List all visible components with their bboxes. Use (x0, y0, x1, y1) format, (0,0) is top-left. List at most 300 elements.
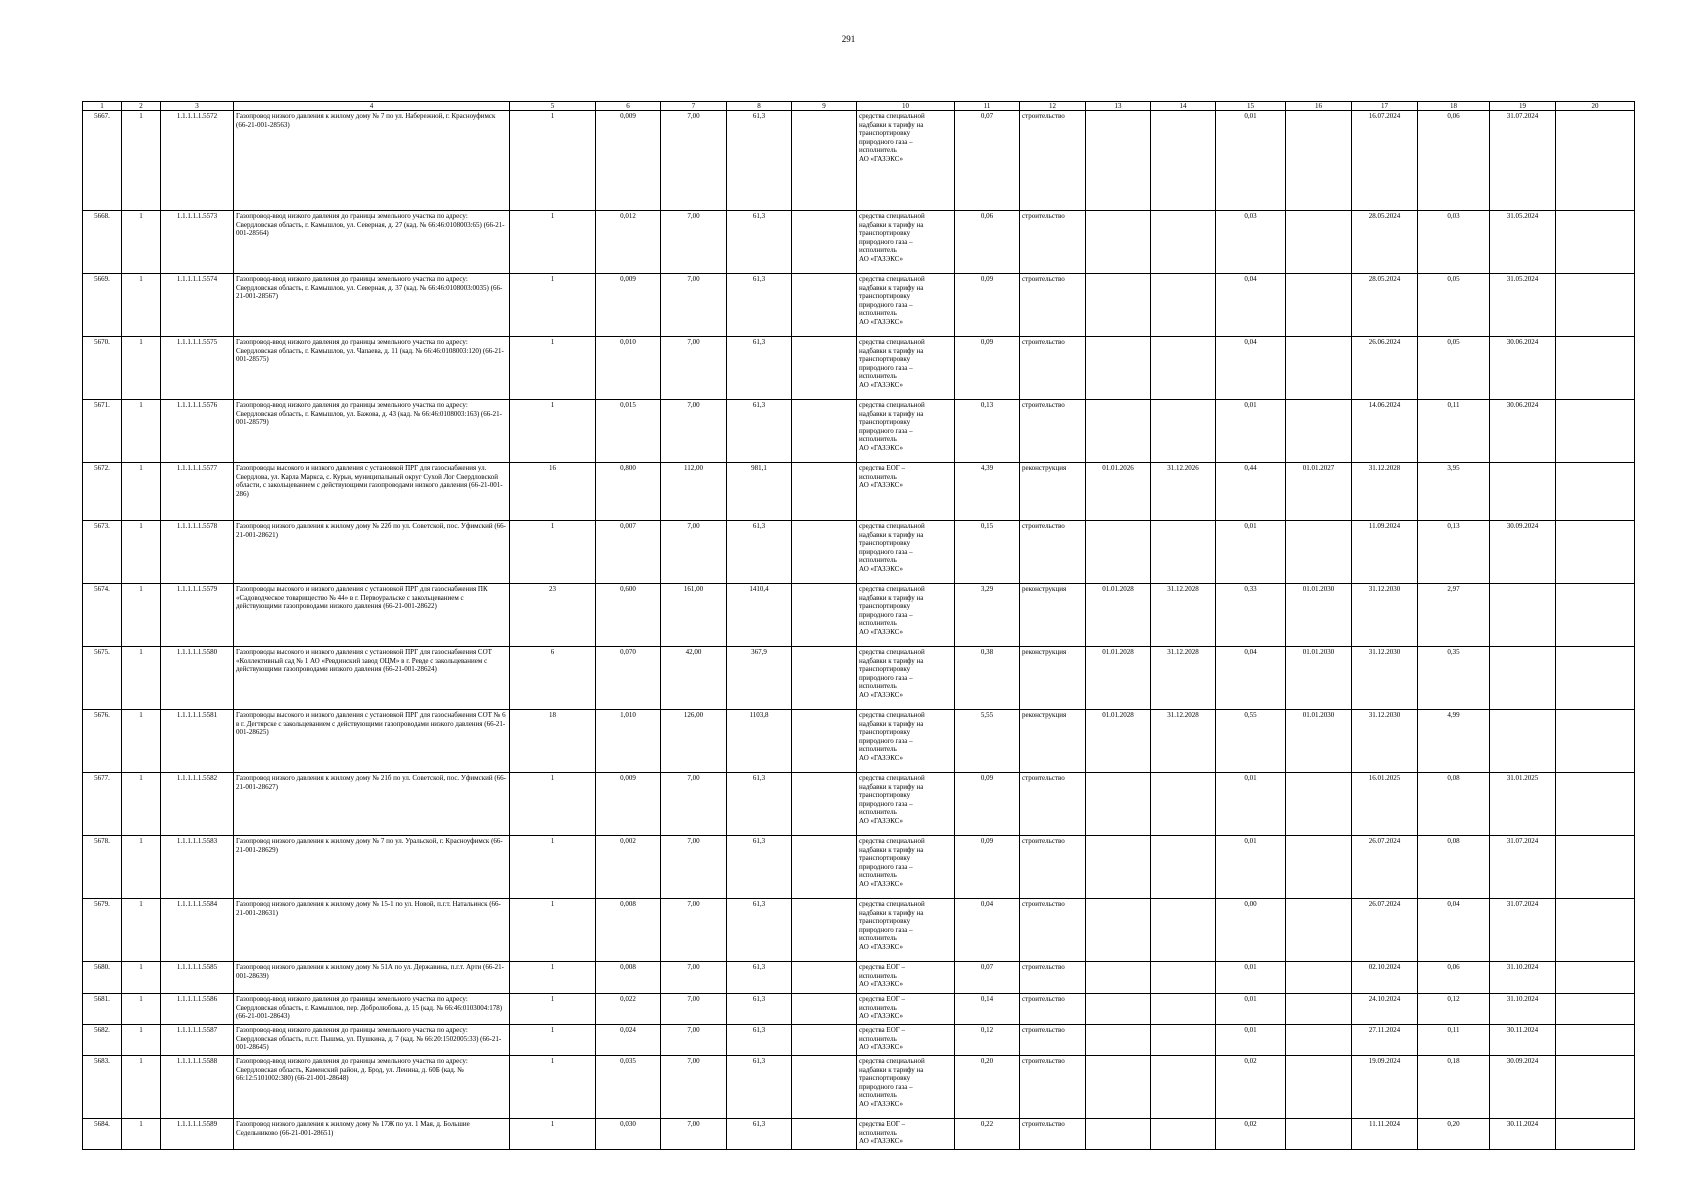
cell-7: 7,00 (661, 111, 727, 211)
cell-8: 61,3 (727, 1119, 792, 1150)
cell-18: 0,03 (1418, 211, 1490, 274)
cell-15: 0,01 (1216, 1025, 1286, 1056)
investment-table (82, 101, 1635, 1150)
cell-7: 7,00 (661, 773, 727, 836)
cell-9 (792, 647, 857, 710)
start-date: 01.01.2028 (1086, 584, 1151, 647)
cell-5: 1 (510, 337, 596, 400)
column-header: 7 (661, 102, 727, 111)
financing-source: средства специальной надбавки к тарифу на транспортировку природного газа – исполнитель АО «ГАЗЭКС» (857, 899, 955, 962)
cell-18: 0,06 (1418, 962, 1490, 994)
start-date (1086, 274, 1151, 337)
cell-5: 6 (510, 647, 596, 710)
date-17: 11.09.2024 (1352, 521, 1418, 584)
cell-20 (1556, 111, 1635, 211)
table-row (83, 274, 1635, 337)
cell-15: 0,01 (1216, 521, 1286, 584)
project-name: Газопровод низкого давления к жилому дому № 22б по ул. Советской, пос. Уфимский (66-21-001-28621) (234, 521, 510, 584)
cell-20 (1556, 773, 1635, 836)
date-19 (1490, 710, 1556, 773)
work-type: строительство (1020, 773, 1086, 836)
cell-7: 7,00 (661, 1056, 727, 1119)
column-header: 16 (1286, 102, 1352, 111)
cell-15: 0,01 (1216, 111, 1286, 211)
cell-5: 23 (510, 584, 596, 647)
row-number: 5676. (83, 710, 122, 773)
financing-source: средства ЕОГ – исполнитель АО «ГАЗЭКС» (857, 962, 955, 994)
project-name: Газопровод-ввод низкого давления до границы земельного участка по адресу: Свердловская область, г. Камышлов, ул. Северная, д. 27 (кад. № 66:46:0108003:65) (66-21-001-28564) (234, 211, 510, 274)
cell-9 (792, 1025, 857, 1056)
cell-18: 0,35 (1418, 647, 1490, 710)
end-date: 31.12.2028 (1151, 584, 1216, 647)
cell-8: 1410,4 (727, 584, 792, 647)
cell-15: 0,01 (1216, 962, 1286, 994)
financing-source: средства специальной надбавки к тарифу на транспортировку природного газа – исполнитель АО «ГАЗЭКС» (857, 400, 955, 463)
financing-source: средства специальной надбавки к тарифу на транспортировку природного газа – исполнитель АО «ГАЗЭКС» (857, 584, 955, 647)
cell-5: 1 (510, 111, 596, 211)
cell-16 (1286, 1025, 1352, 1056)
start-date: 01.01.2026 (1086, 463, 1151, 521)
date-19: 30.11.2024 (1490, 1119, 1556, 1150)
date-19: 30.06.2024 (1490, 337, 1556, 400)
cell-20 (1556, 521, 1635, 584)
column-header: 3 (161, 102, 234, 111)
cell-11: 0,04 (955, 899, 1020, 962)
cell-7: 112,00 (661, 463, 727, 521)
column-header: 6 (596, 102, 661, 111)
work-type: строительство (1020, 1025, 1086, 1056)
cell-16 (1286, 400, 1352, 463)
row-number: 5668. (83, 211, 122, 274)
level: 1 (122, 773, 161, 836)
work-type: реконструкция (1020, 463, 1086, 521)
date-17: 27.11.2024 (1352, 1025, 1418, 1056)
cell-6: 0,009 (596, 111, 661, 211)
project-code: 1.1.1.1.1.5584 (161, 899, 234, 962)
cell-9 (792, 211, 857, 274)
project-name: Газопровод-ввод низкого давления до границы земельного участка по адресу: Свердловская область, г. Камышлов, ул. Северная, д. 37 (кад. № 66:46:0108003:0035) (66-21-001-28567) (234, 274, 510, 337)
row-number: 5681. (83, 994, 122, 1025)
end-date: 31.12.2028 (1151, 647, 1216, 710)
date-19: 31.01.2025 (1490, 773, 1556, 836)
column-header: 11 (955, 102, 1020, 111)
row-number: 5684. (83, 1119, 122, 1150)
cell-20 (1556, 836, 1635, 899)
start-date (1086, 211, 1151, 274)
column-header: 5 (510, 102, 596, 111)
project-code: 1.1.1.1.1.5579 (161, 584, 234, 647)
row-number: 5678. (83, 836, 122, 899)
project-name: Газопровод-ввод низкого давления до границы земельного участка по адресу: Свердловская область, п.г.т. Пышма, ул. Пушкина, д. 7 (кад. № 66:20:1502005:33) (66-21-001-28645) (234, 1025, 510, 1056)
work-type: строительство (1020, 899, 1086, 962)
cell-16 (1286, 962, 1352, 994)
date-17: 28.05.2024 (1352, 211, 1418, 274)
cell-11: 0,09 (955, 337, 1020, 400)
cell-20 (1556, 962, 1635, 994)
cell-11: 0,13 (955, 400, 1020, 463)
cell-9 (792, 773, 857, 836)
project-code: 1.1.1.1.1.5574 (161, 274, 234, 337)
financing-source: средства ЕОГ – исполнитель АО «ГАЗЭКС» (857, 994, 955, 1025)
date-19: 31.05.2024 (1490, 274, 1556, 337)
cell-15: 0,00 (1216, 899, 1286, 962)
date-17: 02.10.2024 (1352, 962, 1418, 994)
row-number: 5672. (83, 463, 122, 521)
project-code: 1.1.1.1.1.5575 (161, 337, 234, 400)
level: 1 (122, 400, 161, 463)
cell-9 (792, 521, 857, 584)
cell-15: 0,01 (1216, 994, 1286, 1025)
cell-8: 61,3 (727, 899, 792, 962)
project-name: Газопроводы высокого и низкого давления с установкой ПРГ для газоснабжения ПК «Садоводческое товарищество № 44» в г. Первоуральске с закольцеванием с действующими газопроводами низкого давления (66-21-001-28622) (234, 584, 510, 647)
table-row (83, 836, 1635, 899)
level: 1 (122, 647, 161, 710)
row-number: 5675. (83, 647, 122, 710)
project-code: 1.1.1.1.1.5581 (161, 710, 234, 773)
cell-15: 0,01 (1216, 400, 1286, 463)
cell-11: 0,06 (955, 211, 1020, 274)
work-type: строительство (1020, 111, 1086, 211)
row-number: 5674. (83, 584, 122, 647)
cell-6: 0,010 (596, 337, 661, 400)
start-date (1086, 773, 1151, 836)
project-code: 1.1.1.1.1.5583 (161, 836, 234, 899)
cell-18: 0,20 (1418, 1119, 1490, 1150)
cell-15: 0,01 (1216, 836, 1286, 899)
cell-8: 1103,8 (727, 710, 792, 773)
date-19 (1490, 463, 1556, 521)
column-header: 19 (1490, 102, 1556, 111)
table-body (83, 111, 1635, 1150)
level: 1 (122, 463, 161, 521)
table-row (83, 337, 1635, 400)
column-header: 20 (1556, 102, 1635, 111)
cell-18: 0,04 (1418, 899, 1490, 962)
date-17: 14.06.2024 (1352, 400, 1418, 463)
cell-8: 61,3 (727, 1056, 792, 1119)
cell-9 (792, 899, 857, 962)
cell-15: 0,01 (1216, 773, 1286, 836)
cell-20 (1556, 1119, 1635, 1150)
financing-source: средства специальной надбавки к тарифу на транспортировку природного газа – исполнитель АО «ГАЗЭКС» (857, 521, 955, 584)
cell-6: 0,022 (596, 994, 661, 1025)
project-name: Газопровод низкого давления к жилому дому № 17Ж по ул. 1 Мая, д. Большие Седельниково (66-21-001-28651) (234, 1119, 510, 1150)
level: 1 (122, 211, 161, 274)
start-date: 01.01.2028 (1086, 710, 1151, 773)
cell-16 (1286, 337, 1352, 400)
level: 1 (122, 584, 161, 647)
level: 1 (122, 521, 161, 584)
column-header: 18 (1418, 102, 1490, 111)
cell-15: 0,04 (1216, 337, 1286, 400)
level: 1 (122, 962, 161, 994)
cell-15: 0,04 (1216, 647, 1286, 710)
end-date: 31.12.2026 (1151, 463, 1216, 521)
date-19: 30.09.2024 (1490, 521, 1556, 584)
date-19: 31.07.2024 (1490, 836, 1556, 899)
work-type: строительство (1020, 400, 1086, 463)
cell-18: 0,08 (1418, 836, 1490, 899)
cell-18: 0,18 (1418, 1056, 1490, 1119)
cell-7: 7,00 (661, 211, 727, 274)
cell-15: 0,55 (1216, 710, 1286, 773)
cell-15: 0,03 (1216, 211, 1286, 274)
cell-6: 0,024 (596, 1025, 661, 1056)
cell-7: 7,00 (661, 337, 727, 400)
cell-18: 0,11 (1418, 1025, 1490, 1056)
cell-6: 0,015 (596, 400, 661, 463)
row-number: 5667. (83, 111, 122, 211)
cell-9 (792, 1056, 857, 1119)
cell-8: 61,3 (727, 111, 792, 211)
date-17: 26.06.2024 (1352, 337, 1418, 400)
date-17: 31.12.2030 (1352, 647, 1418, 710)
project-code: 1.1.1.1.1.5576 (161, 400, 234, 463)
cell-5: 16 (510, 463, 596, 521)
cell-6: 0,008 (596, 962, 661, 994)
date-19: 31.07.2024 (1490, 111, 1556, 211)
cell-8: 61,3 (727, 400, 792, 463)
column-header: 4 (234, 102, 510, 111)
cell-6: 0,800 (596, 463, 661, 521)
cell-5: 1 (510, 400, 596, 463)
cell-5: 18 (510, 710, 596, 773)
cell-16: 01.01.2030 (1286, 647, 1352, 710)
cell-5: 1 (510, 836, 596, 899)
start-date (1086, 899, 1151, 962)
level: 1 (122, 899, 161, 962)
project-code: 1.1.1.1.1.5573 (161, 211, 234, 274)
financing-source: средства специальной надбавки к тарифу на транспортировку природного газа – исполнитель АО «ГАЗЭКС» (857, 337, 955, 400)
row-number: 5669. (83, 274, 122, 337)
financing-source: средства специальной надбавки к тарифу на транспортировку природного газа – исполнитель АО «ГАЗЭКС» (857, 710, 955, 773)
date-19 (1490, 584, 1556, 647)
date-17: 24.10.2024 (1352, 994, 1418, 1025)
cell-7: 7,00 (661, 1025, 727, 1056)
cell-11: 0,38 (955, 647, 1020, 710)
work-type: строительство (1020, 962, 1086, 994)
row-number: 5677. (83, 773, 122, 836)
cell-8: 61,3 (727, 1025, 792, 1056)
cell-8: 61,3 (727, 836, 792, 899)
level: 1 (122, 710, 161, 773)
date-19: 30.09.2024 (1490, 1056, 1556, 1119)
cell-15: 0,44 (1216, 463, 1286, 521)
cell-16 (1286, 211, 1352, 274)
cell-16: 01.01.2027 (1286, 463, 1352, 521)
date-19: 30.11.2024 (1490, 1025, 1556, 1056)
date-19: 31.10.2024 (1490, 994, 1556, 1025)
date-17: 11.11.2024 (1352, 1119, 1418, 1150)
cell-9 (792, 400, 857, 463)
financing-source: средства специальной надбавки к тарифу на транспортировку природного газа – исполнитель АО «ГАЗЭКС» (857, 836, 955, 899)
cell-6: 0,009 (596, 274, 661, 337)
date-19: 31.07.2024 (1490, 899, 1556, 962)
cell-6: 0,030 (596, 1119, 661, 1150)
cell-6: 0,035 (596, 1056, 661, 1119)
cell-7: 7,00 (661, 962, 727, 994)
column-header: 8 (727, 102, 792, 111)
project-code: 1.1.1.1.1.5578 (161, 521, 234, 584)
cell-9 (792, 994, 857, 1025)
cell-5: 1 (510, 1119, 596, 1150)
row-number: 5671. (83, 400, 122, 463)
cell-11: 0,14 (955, 994, 1020, 1025)
financing-source: средства ЕОГ – исполнитель АО «ГАЗЭКС» (857, 463, 955, 521)
cell-8: 61,3 (727, 274, 792, 337)
cell-8: 61,3 (727, 962, 792, 994)
end-date (1151, 962, 1216, 994)
date-19 (1490, 647, 1556, 710)
financing-source: средства специальной надбавки к тарифу на транспортировку природного газа – исполнитель АО «ГАЗЭКС» (857, 1056, 955, 1119)
date-17: 16.07.2024 (1352, 111, 1418, 211)
cell-11: 0,22 (955, 1119, 1020, 1150)
cell-6: 0,002 (596, 836, 661, 899)
column-number-row (83, 102, 1635, 111)
project-name: Газопровод низкого давления к жилому дому № 15-1 по ул. Новой, п.г.т. Натальинск (66-21-001-28631) (234, 899, 510, 962)
start-date (1086, 1056, 1151, 1119)
date-19: 31.10.2024 (1490, 962, 1556, 994)
project-code: 1.1.1.1.1.5580 (161, 647, 234, 710)
financing-source: средства специальной надбавки к тарифу на транспортировку природного газа – исполнитель АО «ГАЗЭКС» (857, 773, 955, 836)
start-date (1086, 994, 1151, 1025)
work-type: строительство (1020, 1119, 1086, 1150)
project-name: Газопровод низкого давления к жилому дому № 7 по ул. Набережной, г. Красноуфимск (66-21-001-28563) (234, 111, 510, 211)
cell-20 (1556, 710, 1635, 773)
cell-20 (1556, 274, 1635, 337)
cell-16: 01.01.2030 (1286, 710, 1352, 773)
financing-source: средства специальной надбавки к тарифу на транспортировку природного газа – исполнитель АО «ГАЗЭКС» (857, 211, 955, 274)
cell-20 (1556, 994, 1635, 1025)
cell-7: 7,00 (661, 899, 727, 962)
cell-18: 0,12 (1418, 994, 1490, 1025)
cell-20 (1556, 1056, 1635, 1119)
cell-16 (1286, 1056, 1352, 1119)
row-number: 5682. (83, 1025, 122, 1056)
cell-9 (792, 710, 857, 773)
date-19: 31.05.2024 (1490, 211, 1556, 274)
start-date: 01.01.2028 (1086, 647, 1151, 710)
project-code: 1.1.1.1.1.5586 (161, 994, 234, 1025)
table-row (83, 710, 1635, 773)
cell-6: 0,009 (596, 773, 661, 836)
date-17: 16.01.2025 (1352, 773, 1418, 836)
level: 1 (122, 1056, 161, 1119)
work-type: строительство (1020, 521, 1086, 584)
row-number: 5670. (83, 337, 122, 400)
end-date (1151, 274, 1216, 337)
cell-9 (792, 463, 857, 521)
financing-source: средства специальной надбавки к тарифу на транспортировку природного газа – исполнитель АО «ГАЗЭКС» (857, 274, 955, 337)
end-date: 31.12.2028 (1151, 710, 1216, 773)
end-date (1151, 111, 1216, 211)
cell-18: 0,13 (1418, 521, 1490, 584)
project-code: 1.1.1.1.1.5582 (161, 773, 234, 836)
project-name: Газопровод-ввод низкого давления до границы земельного участка по адресу: Свердловская область, г. Камышлов, ул. Бажова, д. 43 (кад. № 66:46:0108003:163) (66-21-001-28579) (234, 400, 510, 463)
cell-9 (792, 962, 857, 994)
table-row (83, 111, 1635, 211)
work-type: реконструкция (1020, 584, 1086, 647)
cell-6: 0,012 (596, 211, 661, 274)
cell-6: 0,600 (596, 584, 661, 647)
column-header: 9 (792, 102, 857, 111)
cell-16 (1286, 773, 1352, 836)
cell-7: 42,00 (661, 647, 727, 710)
cell-11: 0,09 (955, 836, 1020, 899)
project-name: Газопроводы высокого и низкого давления с установкой ПРГ для газоснабжения СОТ «Коллективный сад № 1 АО «Ревдинский завод ОЦМ» в г. Ревде с закольцеванием с действующими газопроводами низкого давления (66-21-001-28624) (234, 647, 510, 710)
financing-source: средства ЕОГ – исполнитель АО «ГАЗЭКС» (857, 1119, 955, 1150)
start-date (1086, 962, 1151, 994)
cell-9 (792, 584, 857, 647)
cell-6: 0,070 (596, 647, 661, 710)
table-row (83, 647, 1635, 710)
cell-20 (1556, 400, 1635, 463)
cell-8: 61,3 (727, 773, 792, 836)
cell-8: 981,1 (727, 463, 792, 521)
column-header: 2 (122, 102, 161, 111)
project-code: 1.1.1.1.1.5588 (161, 1056, 234, 1119)
row-number: 5680. (83, 962, 122, 994)
cell-5: 1 (510, 1056, 596, 1119)
cell-11: 0,12 (955, 1025, 1020, 1056)
level: 1 (122, 994, 161, 1025)
cell-16 (1286, 521, 1352, 584)
cell-18: 3,95 (1418, 463, 1490, 521)
cell-7: 7,00 (661, 1119, 727, 1150)
end-date (1151, 337, 1216, 400)
project-name: Газопровод низкого давления к жилому дому № 21б по ул. Советской, пос. Уфимский (66-21-001-28627) (234, 773, 510, 836)
work-type: строительство (1020, 836, 1086, 899)
cell-20 (1556, 211, 1635, 274)
column-header: 13 (1086, 102, 1151, 111)
financing-source: средства специальной надбавки к тарифу на транспортировку природного газа – исполнитель АО «ГАЗЭКС» (857, 111, 955, 211)
end-date (1151, 1119, 1216, 1150)
cell-18: 0,06 (1418, 111, 1490, 211)
cell-18: 2,97 (1418, 584, 1490, 647)
column-header: 1 (83, 102, 122, 111)
cell-18: 0,08 (1418, 773, 1490, 836)
cell-20 (1556, 463, 1635, 521)
project-code: 1.1.1.1.1.5585 (161, 962, 234, 994)
project-name: Газопровод-ввод низкого давления до границы земельного участка по адресу: Свердловская область, г. Камышлов, пер. Добролюбова, д. 15 (кад. № 66:46:0103004:178) (66-21-001-28643) (234, 994, 510, 1025)
end-date (1151, 211, 1216, 274)
cell-15: 0,02 (1216, 1119, 1286, 1150)
cell-11: 3,29 (955, 584, 1020, 647)
project-code: 1.1.1.1.1.5589 (161, 1119, 234, 1150)
start-date (1086, 337, 1151, 400)
end-date (1151, 836, 1216, 899)
date-17: 28.05.2024 (1352, 274, 1418, 337)
cell-15: 0,04 (1216, 274, 1286, 337)
level: 1 (122, 111, 161, 211)
financing-source: средства специальной надбавки к тарифу на транспортировку природного газа – исполнитель АО «ГАЗЭКС» (857, 647, 955, 710)
cell-16 (1286, 274, 1352, 337)
cell-11: 0,07 (955, 111, 1020, 211)
cell-5: 1 (510, 521, 596, 584)
cell-7: 7,00 (661, 836, 727, 899)
cell-9 (792, 111, 857, 211)
level: 1 (122, 1025, 161, 1056)
cell-16: 01.01.2030 (1286, 584, 1352, 647)
cell-8: 61,3 (727, 521, 792, 584)
start-date (1086, 111, 1151, 211)
cell-7: 7,00 (661, 400, 727, 463)
column-header: 10 (857, 102, 955, 111)
cell-20 (1556, 899, 1635, 962)
end-date (1151, 1056, 1216, 1119)
work-type: строительство (1020, 211, 1086, 274)
cell-9 (792, 274, 857, 337)
